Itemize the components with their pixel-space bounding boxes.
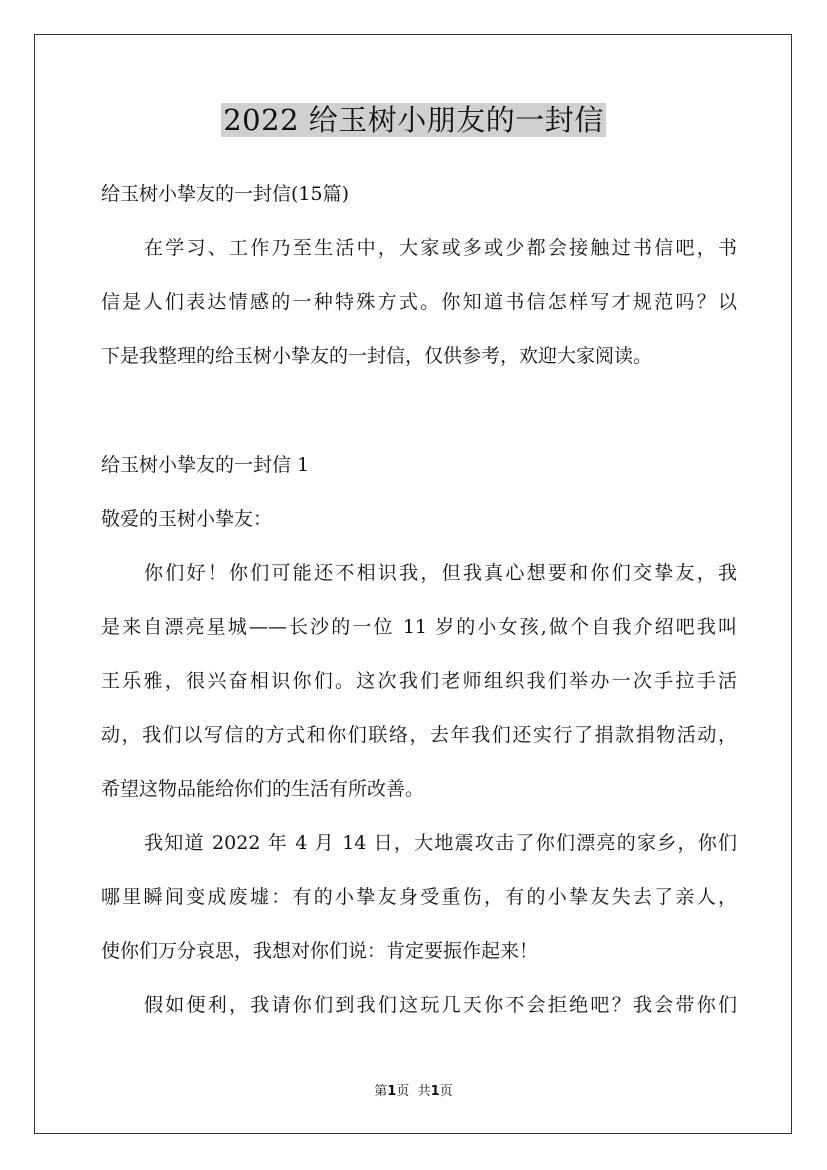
page-label-suffix: 页 xyxy=(396,1084,410,1099)
paragraph-line: 王乐雅，很兴奋相识你们。这次我们老师组织我们举办一次手拉手活 xyxy=(101,670,737,692)
document-title xyxy=(0,100,827,140)
paragraph-line: 哪里瞬间变成废墟：有的小挚友身受重伤，有的小挚友失去了亲人， xyxy=(101,886,737,908)
total-label-suffix: 页 xyxy=(439,1084,453,1099)
document-title-text: 2022 给玉树小朋友的一封信 xyxy=(223,103,604,137)
paragraph-line: 下是我整理的给玉树小挚友的一封信，仅供参考，欢迎大家阅读。 xyxy=(101,345,653,367)
letter-heading: 给玉树小挚友的一封信 1 xyxy=(101,454,310,476)
paragraph-line: 信是人们表达情感的一种特殊方式。你知道书信怎样写才规范吗？以 xyxy=(101,291,737,313)
paragraph-line: 你们好！你们可能还不相识我，但我真心想要和你们交挚友，我 xyxy=(144,562,737,584)
paragraph-line: 使你们万分哀思，我想对你们说：肯定要振作起来！ xyxy=(101,940,539,962)
page-footer xyxy=(0,1084,827,1100)
total-pages: 1 xyxy=(430,1084,440,1099)
section-heading: 给玉树小挚友的一封信(15篇) xyxy=(101,183,350,205)
paragraph-line: 是来自漂亮星城——长沙的一位 11 岁的小女孩,做个自我介绍吧我叫 xyxy=(101,616,737,638)
page-label-prefix: 第 xyxy=(374,1084,388,1099)
paragraph-line: 我知道 2022 年 4 月 14 日，大地震攻击了你们漂亮的家乡，你们 xyxy=(144,832,737,854)
paragraph-line: 在学习、工作乃至生活中，大家或多或少都会接触过书信吧，书 xyxy=(144,237,737,259)
paragraph-line: 希望这物品能给你们的生活有所改善。 xyxy=(101,778,425,800)
total-label-prefix: 共 xyxy=(417,1084,431,1099)
paragraph-line: 假如便利，我请你们到我们这玩几天你不会拒绝吧？我会带你们 xyxy=(144,994,737,1016)
paragraph-line: 动，我们以写信的方式和你们联络，去年我们还实行了捐款捐物活动， xyxy=(101,724,737,746)
page-number: 1 xyxy=(387,1084,397,1099)
letter-salutation: 敬爱的玉树小挚友： xyxy=(101,508,273,530)
